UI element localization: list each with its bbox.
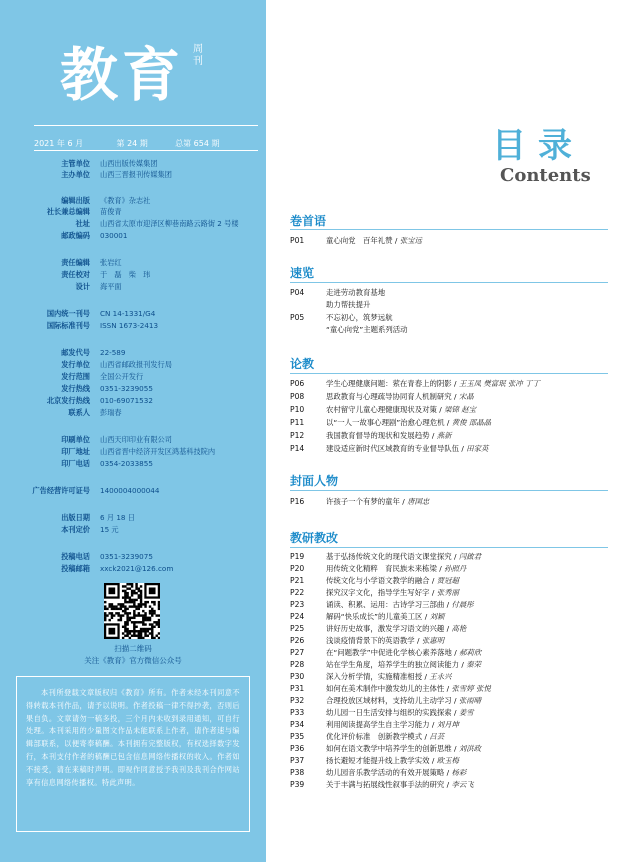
toc-entry-title xyxy=(326,611,444,623)
toc-entry[interactable] xyxy=(290,671,610,683)
toc-page-number: P33 xyxy=(290,708,305,717)
toc-page-number: P01 xyxy=(290,236,305,245)
toc-author: 秦荣 xyxy=(466,660,482,669)
toc-title-text: 利用阅读提高学生自主学习能力 xyxy=(326,720,430,729)
toc-page-number: P35 xyxy=(290,732,305,741)
toc-title-text: 幼儿园音乐教学活动的有效开展策略 xyxy=(326,768,445,777)
toc-page-number: P23 xyxy=(290,600,305,609)
toc-entry[interactable] xyxy=(290,719,610,731)
toc-section-divider xyxy=(290,229,608,230)
toc-separator: / xyxy=(451,552,459,561)
toc-title-text: 讲好历史故事，激发学习语文的兴趣 xyxy=(326,624,445,633)
toc-author: 吕芸 xyxy=(429,732,445,741)
toc-entry[interactable] xyxy=(290,647,610,659)
toc-page-number: P38 xyxy=(290,768,305,777)
toc-author: 张雪婷 张悦 xyxy=(451,684,491,693)
toc-page-number: P32 xyxy=(290,696,305,705)
toc-entry-title xyxy=(326,430,451,442)
info-value: 张岩红 xyxy=(100,258,122,267)
toc-section-heading: 教研教改 xyxy=(290,531,339,545)
info-label: 主办单位 xyxy=(61,170,90,179)
toc-entry-title xyxy=(326,287,385,299)
info-value: 海平面 xyxy=(100,282,122,291)
issue-number: 第 24 期 xyxy=(116,139,148,148)
toc-title-text: 以“一人一故事心理剧”治愈心理危机 xyxy=(326,418,445,427)
toc-title-text: 基于弘扬传统文化的现代语文课堂探究 xyxy=(326,552,452,561)
toc-separator: / xyxy=(429,588,437,597)
info-label: 广告经营许可证号 xyxy=(32,486,90,495)
info-label: 国内统一刊号 xyxy=(46,309,90,318)
toc-entry[interactable] xyxy=(290,551,610,563)
toc-entry[interactable] xyxy=(290,695,610,707)
qr-caption-follow: 关注《教育》官方微信公众号 xyxy=(84,656,182,665)
toc-entry[interactable] xyxy=(290,623,610,635)
info-label: 发行热线 xyxy=(61,384,90,393)
toc-section-heading: 速览 xyxy=(290,266,315,280)
toc-page-number: P28 xyxy=(290,660,305,669)
toc-separator: / xyxy=(392,236,400,245)
toc-separator: / xyxy=(444,768,452,777)
toc-author: 王永兴 xyxy=(429,672,452,681)
toc-entry-title xyxy=(326,443,488,455)
toc-separator: / xyxy=(444,600,452,609)
divider-top xyxy=(34,125,258,126)
info-value: 《教育》杂志社 xyxy=(100,196,151,205)
toc-author: 张宝远 xyxy=(399,236,422,245)
toc-author: 唐国忠 xyxy=(407,497,430,506)
toc-author: 刘洪政 xyxy=(458,744,482,753)
toc-section-divider xyxy=(290,490,608,491)
toc-entry[interactable] xyxy=(290,235,610,247)
toc-entry-title xyxy=(326,623,466,635)
toc-entry-title xyxy=(326,324,408,336)
issue-date: 2021 年 6 月 xyxy=(34,139,84,148)
toc-entry-title xyxy=(326,683,491,695)
toc-section-heading: 封面人物 xyxy=(290,474,339,488)
toc-entry[interactable] xyxy=(290,743,610,755)
toc-page-number: P27 xyxy=(290,648,305,657)
toc-entry-title xyxy=(326,575,459,587)
toc-entry-title xyxy=(326,743,481,755)
toc-entry[interactable] xyxy=(290,404,610,416)
divider-issue xyxy=(34,150,258,151)
info-row xyxy=(0,206,266,217)
toc-title-text: 不忘初心，筑梦远航 xyxy=(326,313,393,322)
toc-separator: / xyxy=(451,648,460,657)
toc-author: 田家英 xyxy=(466,444,489,453)
toc-title-text: 在“问题教学”中促进化学核心素养落地 xyxy=(326,648,452,657)
toc-entry[interactable] xyxy=(290,779,610,791)
info-label: 社长兼总编辑 xyxy=(46,207,90,216)
toc-author: 高艳 xyxy=(451,624,467,633)
info-row xyxy=(0,269,266,280)
toc-entry[interactable] xyxy=(290,587,610,599)
toc-entry[interactable] xyxy=(290,443,610,455)
toc-author: 宋晶 xyxy=(458,392,474,401)
toc-section-heading: 卷首语 xyxy=(290,214,327,228)
info-row xyxy=(0,563,266,574)
info-label: 社址 xyxy=(75,219,90,228)
toc-separator: / xyxy=(444,684,452,693)
toc-separator: / xyxy=(414,636,422,645)
toc-separator: / xyxy=(444,780,452,789)
toc-separator: / xyxy=(436,405,445,414)
toc-title-text: 如何在美术制作中激发幼儿的主体性 xyxy=(326,684,445,693)
toc-title-text: 合理投放区域材料，支持幼儿主动学习 xyxy=(326,696,452,705)
info-label: 北京发行热线 xyxy=(46,396,90,405)
info-value: 010-69071532 xyxy=(100,396,153,405)
toc-entry[interactable] xyxy=(290,707,610,719)
info-row xyxy=(0,434,266,445)
toc-author: 张雨晴 xyxy=(458,696,482,705)
toc-section-divider xyxy=(290,373,608,374)
toc-page-number: P21 xyxy=(290,576,305,585)
toc-entry-title xyxy=(326,417,491,429)
toc-entry-title xyxy=(326,299,370,311)
toc-section-divider xyxy=(290,547,608,548)
toc-page-number: P26 xyxy=(290,636,305,645)
masthead-title: 教育 xyxy=(60,41,185,109)
toc-separator: / xyxy=(429,720,437,729)
toc-author: 梁锦 赵宝 xyxy=(444,405,476,414)
info-value: 0351-3239055 xyxy=(100,384,153,393)
info-value: 1400004000044 xyxy=(100,486,160,495)
toc-entry[interactable] xyxy=(290,496,610,508)
info-row xyxy=(0,524,266,535)
issue-line xyxy=(34,138,254,149)
toc-title-text: 农村留守儿童心理健康现状及对策 xyxy=(326,405,437,414)
toc-title-text: 传统文化与小学语文教学的融合 xyxy=(326,576,430,585)
toc-entry[interactable] xyxy=(290,563,610,575)
info-value: 山西省晋中经济开发区鸿基科技院内 xyxy=(100,447,216,456)
toc-separator: / xyxy=(451,392,459,401)
toc-title-text: 助力帮扶提升 xyxy=(326,300,371,309)
info-row xyxy=(0,371,266,382)
toc-title-text: 许孩子一个有梦的童年 xyxy=(326,497,400,506)
toc-author: 闫啟君 xyxy=(458,552,482,561)
toc-entry-title xyxy=(326,563,466,575)
toc-page-number: P10 xyxy=(290,405,305,414)
toc-entry-title xyxy=(326,755,459,767)
info-row xyxy=(0,383,266,394)
toc-author: 黄俊 邵晶晶 xyxy=(451,418,492,427)
toc-entry-title xyxy=(326,647,481,659)
toc-entry-title xyxy=(326,378,540,390)
toc-author: 张秀丽 xyxy=(436,588,459,597)
info-label: 责任编辑 xyxy=(61,258,90,267)
toc-entry[interactable] xyxy=(290,611,610,623)
toc-entry[interactable] xyxy=(290,417,610,429)
toc-page-number: P14 xyxy=(290,444,305,453)
toc-author: 李云飞 xyxy=(451,780,474,789)
toc-page-number: P39 xyxy=(290,780,305,789)
toc-author: 付晨彤 xyxy=(451,600,474,609)
toc-page-number: P04 xyxy=(290,288,305,297)
toc-title-text: 用传统文化精粹 育民族未来栋梁 xyxy=(326,564,437,573)
toc-entry-title xyxy=(326,707,474,719)
info-label: 编辑出版 xyxy=(61,196,90,205)
toc-separator: / xyxy=(429,576,437,585)
toc-entry[interactable] xyxy=(290,312,610,324)
toc-entry-title xyxy=(326,599,474,611)
toc-entry[interactable] xyxy=(290,324,610,336)
toc-section-divider xyxy=(290,282,608,283)
info-value: 山西天印印业有限公司 xyxy=(100,435,172,444)
toc-title-text: 幼儿园一日生活安排与组织的实践探索 xyxy=(326,708,452,717)
toc-entry[interactable] xyxy=(290,599,610,611)
toc-entry-title xyxy=(326,496,429,508)
toc-title-text: “童心向党”主题系列活动 xyxy=(326,325,408,334)
toc-entry[interactable] xyxy=(290,430,610,442)
info-row xyxy=(0,551,266,562)
toc-author: 孙照丹 xyxy=(444,564,467,573)
info-row xyxy=(0,218,266,229)
toc-title-text: 扬长避短才能提升线上教学实效 xyxy=(326,756,430,765)
info-row xyxy=(0,458,266,469)
toc-page-number: P16 xyxy=(290,497,305,506)
toc-entry-title xyxy=(326,779,474,791)
toc-page-number: P34 xyxy=(290,720,305,729)
toc-title-text: 思政教育与心理疏导协同育人机制研究 xyxy=(326,392,452,401)
info-label: 发行范围 xyxy=(61,372,90,381)
toc-entry[interactable] xyxy=(290,755,610,767)
toc-page-number: P19 xyxy=(290,552,305,561)
info-value: 苗俊青 xyxy=(100,207,122,216)
info-label: 印厂地址 xyxy=(61,447,90,456)
toc-separator: / xyxy=(444,418,452,427)
info-value: 山西省邮政报刊发行局 xyxy=(100,360,172,369)
toc-title: 目录 xyxy=(492,126,584,166)
toc-author: 王玉凤 樊富珉 张冲 丁丁 xyxy=(458,379,540,388)
toc-entry-title xyxy=(326,671,451,683)
info-row xyxy=(0,512,266,523)
info-value: 山西三晋报刊传媒集团 xyxy=(100,170,172,179)
toc-separator: / xyxy=(444,624,452,633)
toc-entry-title xyxy=(326,391,474,403)
toc-title-text: 走进劳动教育基地 xyxy=(326,288,386,297)
info-value: CN 14-1331/G4 xyxy=(100,309,156,318)
toc-title-text: 建设适应新时代区域教育的专业督导队伍 xyxy=(326,444,460,453)
toc-title-text: 探究汉字文化，指导学生写好字 xyxy=(326,588,430,597)
info-value: 山西省太原市迎泽区柳巷南路云路街 2 号楼 xyxy=(100,219,239,228)
info-label: 印厂电话 xyxy=(61,459,90,468)
info-label: 责任校对 xyxy=(61,270,90,279)
toc-page-number: P24 xyxy=(290,612,305,621)
info-row xyxy=(0,446,266,457)
toc-entry[interactable] xyxy=(290,635,610,647)
toc-page-number: P31 xyxy=(290,684,305,693)
toc-title-text: 关于丰满与拓展线性叙事手法的研究 xyxy=(326,780,445,789)
issue-total: 总第 654 期 xyxy=(175,139,220,148)
toc-separator: / xyxy=(451,744,459,753)
toc-separator: / xyxy=(399,497,408,506)
info-row xyxy=(0,308,266,319)
toc-entry-title xyxy=(326,767,466,779)
toc-section-heading: 论教 xyxy=(290,357,315,371)
toc-separator: / xyxy=(436,564,445,573)
info-label: 出版日期 xyxy=(61,513,90,522)
info-label: 联系人 xyxy=(68,408,90,417)
toc-entry-title xyxy=(326,404,476,416)
toc-author: 燕新 xyxy=(436,431,452,440)
toc-separator: / xyxy=(459,444,467,453)
toc-page-number: P25 xyxy=(290,624,305,633)
toc-title-text: 解码“快乐成长”的儿童美工区 xyxy=(326,612,423,621)
info-row xyxy=(0,347,266,358)
info-row xyxy=(0,158,266,169)
info-value: 彭瑞春 xyxy=(100,408,122,417)
info-row xyxy=(0,320,266,331)
toc-separator: / xyxy=(451,708,459,717)
toc-separator: / xyxy=(429,431,437,440)
info-value: 山西出版传媒集团 xyxy=(100,159,158,168)
toc-entry-title xyxy=(326,587,459,599)
info-value: xxck2021@126.com xyxy=(100,564,174,573)
toc-author: 郝莉欣 xyxy=(459,648,482,657)
info-row xyxy=(0,195,266,206)
info-row xyxy=(0,395,266,406)
toc-author: 欧玉梅 xyxy=(436,756,459,765)
toc-separator: / xyxy=(451,696,459,705)
toc-entry-title xyxy=(326,635,444,647)
toc-entry[interactable] xyxy=(290,575,610,587)
qr-code-graphic xyxy=(104,583,160,639)
toc-title-text: 优化评价标准 创新教学模式 xyxy=(326,732,423,741)
toc-author: 姜雪 xyxy=(458,708,474,717)
toc-entry[interactable] xyxy=(290,391,610,403)
toc-separator: / xyxy=(451,379,459,388)
info-row xyxy=(0,230,266,241)
toc-page-number: P22 xyxy=(290,588,305,597)
toc-author: 刘颖 xyxy=(429,612,445,621)
toc-title-text: 童心向党 百年礼赞 xyxy=(326,236,393,245)
toc-page-number: P20 xyxy=(290,564,305,573)
toc-entry[interactable] xyxy=(290,299,610,311)
toc-author: 贾冠超 xyxy=(436,576,459,585)
toc-author: 张惠明 xyxy=(421,636,445,645)
toc-entry-title xyxy=(326,312,393,324)
info-value: 15 元 xyxy=(100,525,119,534)
toc-entry-title xyxy=(326,235,422,247)
toc-page-number: P05 xyxy=(290,313,305,322)
info-label: 主管单位 xyxy=(61,159,90,168)
toc-entry[interactable] xyxy=(290,683,610,695)
toc-entry-title xyxy=(326,659,481,671)
toc-title-text: 如何在语文教学中培养学生的创新思维 xyxy=(326,744,452,753)
toc-page-number: P11 xyxy=(290,418,305,427)
info-row xyxy=(0,281,266,292)
masthead-subtitle: 周刊 xyxy=(193,44,203,67)
info-label: 发行单位 xyxy=(61,360,90,369)
info-value: 030001 xyxy=(100,231,128,240)
toc-entry-title xyxy=(326,719,459,731)
toc-author: 刘月坤 xyxy=(436,720,459,729)
info-row xyxy=(0,169,266,180)
toc-title-text: 学生心理健康问题：萦在青春上的阴影 xyxy=(326,379,452,388)
info-row xyxy=(0,257,266,268)
toc-title-text: 诵读、积累、运用：古诗学习三部曲 xyxy=(326,600,445,609)
toc-page-number: P30 xyxy=(290,672,305,681)
info-label: 印刷单位 xyxy=(61,435,90,444)
info-label: 本刊定价 xyxy=(61,525,90,534)
info-value: ISSN 1673-2413 xyxy=(100,321,159,330)
info-row xyxy=(0,485,266,496)
toc-separator: / xyxy=(422,732,430,741)
toc-separator: / xyxy=(459,660,467,669)
toc-entry-title xyxy=(326,551,481,563)
info-label: 投稿电话 xyxy=(61,552,90,561)
info-row xyxy=(0,359,266,370)
toc-separator: / xyxy=(429,756,437,765)
toc-entry-title xyxy=(326,731,444,743)
toc-entry[interactable] xyxy=(290,731,610,743)
toc-page-number: P06 xyxy=(290,379,305,388)
sidebar-panel xyxy=(0,0,266,862)
qr-caption-scan: 扫描二维码 xyxy=(114,644,152,653)
toc-title-text: 浅谈疫情背景下的英语教学 xyxy=(326,636,415,645)
info-value: 于 磊 柴 玮 xyxy=(100,270,151,279)
toc-entry-title xyxy=(326,695,481,707)
info-label: 设计 xyxy=(75,282,90,291)
qr-code[interactable] xyxy=(104,583,160,639)
info-value: 0354-2033855 xyxy=(100,459,153,468)
info-value: 0351-3239075 xyxy=(100,552,153,561)
toc-title-text: 站在学生角度，培养学生的独立阅读能力 xyxy=(326,660,460,669)
toc-entry[interactable] xyxy=(290,378,610,390)
info-label: 邮发代号 xyxy=(61,348,90,357)
info-label: 投稿邮箱 xyxy=(61,564,90,573)
toc-title-text: 深入分析学情，实施精准相授 xyxy=(326,672,423,681)
info-value: 全国公开发行 xyxy=(100,372,144,381)
toc-title-text: 我国教育督导的现状和发展趋势 xyxy=(326,431,430,440)
info-value: 6 月 18 日 xyxy=(100,513,135,522)
toc-page-number: P12 xyxy=(290,431,305,440)
info-row xyxy=(0,407,266,418)
info-label: 邮政编码 xyxy=(61,231,90,240)
toc-entry[interactable] xyxy=(290,767,610,779)
info-label: 国际标准刊号 xyxy=(46,321,90,330)
toc-subtitle: Contents xyxy=(500,165,591,186)
toc-entry[interactable] xyxy=(290,659,610,671)
toc-separator: / xyxy=(422,612,430,621)
toc-author: 杨彩 xyxy=(451,768,467,777)
toc-separator: / xyxy=(422,672,430,681)
copyright-notice: 本刊所登载文章版权归《教育》所有。作者未经本刊同意不得转载本刊作品，请予以说明。作者投稿一律不得抄袭，否则后果自负。文章请勿一稿多投，三个月内未收到录用通知，可自行处理。本刊采用的少量图文作品未能联系上作者，请作者速与编辑部联系，以便寄奉稿酬。本刊拥有完整版权，有权选择数字发行，本刊支付作者的稿酬已包含信息网络传播权的收入。作者如不接受，请在来稿时声明。即视作同意授予我刊及我刊合作网站享有信息网络传播权。特此声明。 xyxy=(16,676,250,832)
toc-entry[interactable] xyxy=(290,287,610,299)
info-value: 22-589 xyxy=(100,348,126,357)
toc-page-number: P36 xyxy=(290,744,305,753)
toc-page-number: P37 xyxy=(290,756,305,765)
toc-page-number: P08 xyxy=(290,392,305,401)
